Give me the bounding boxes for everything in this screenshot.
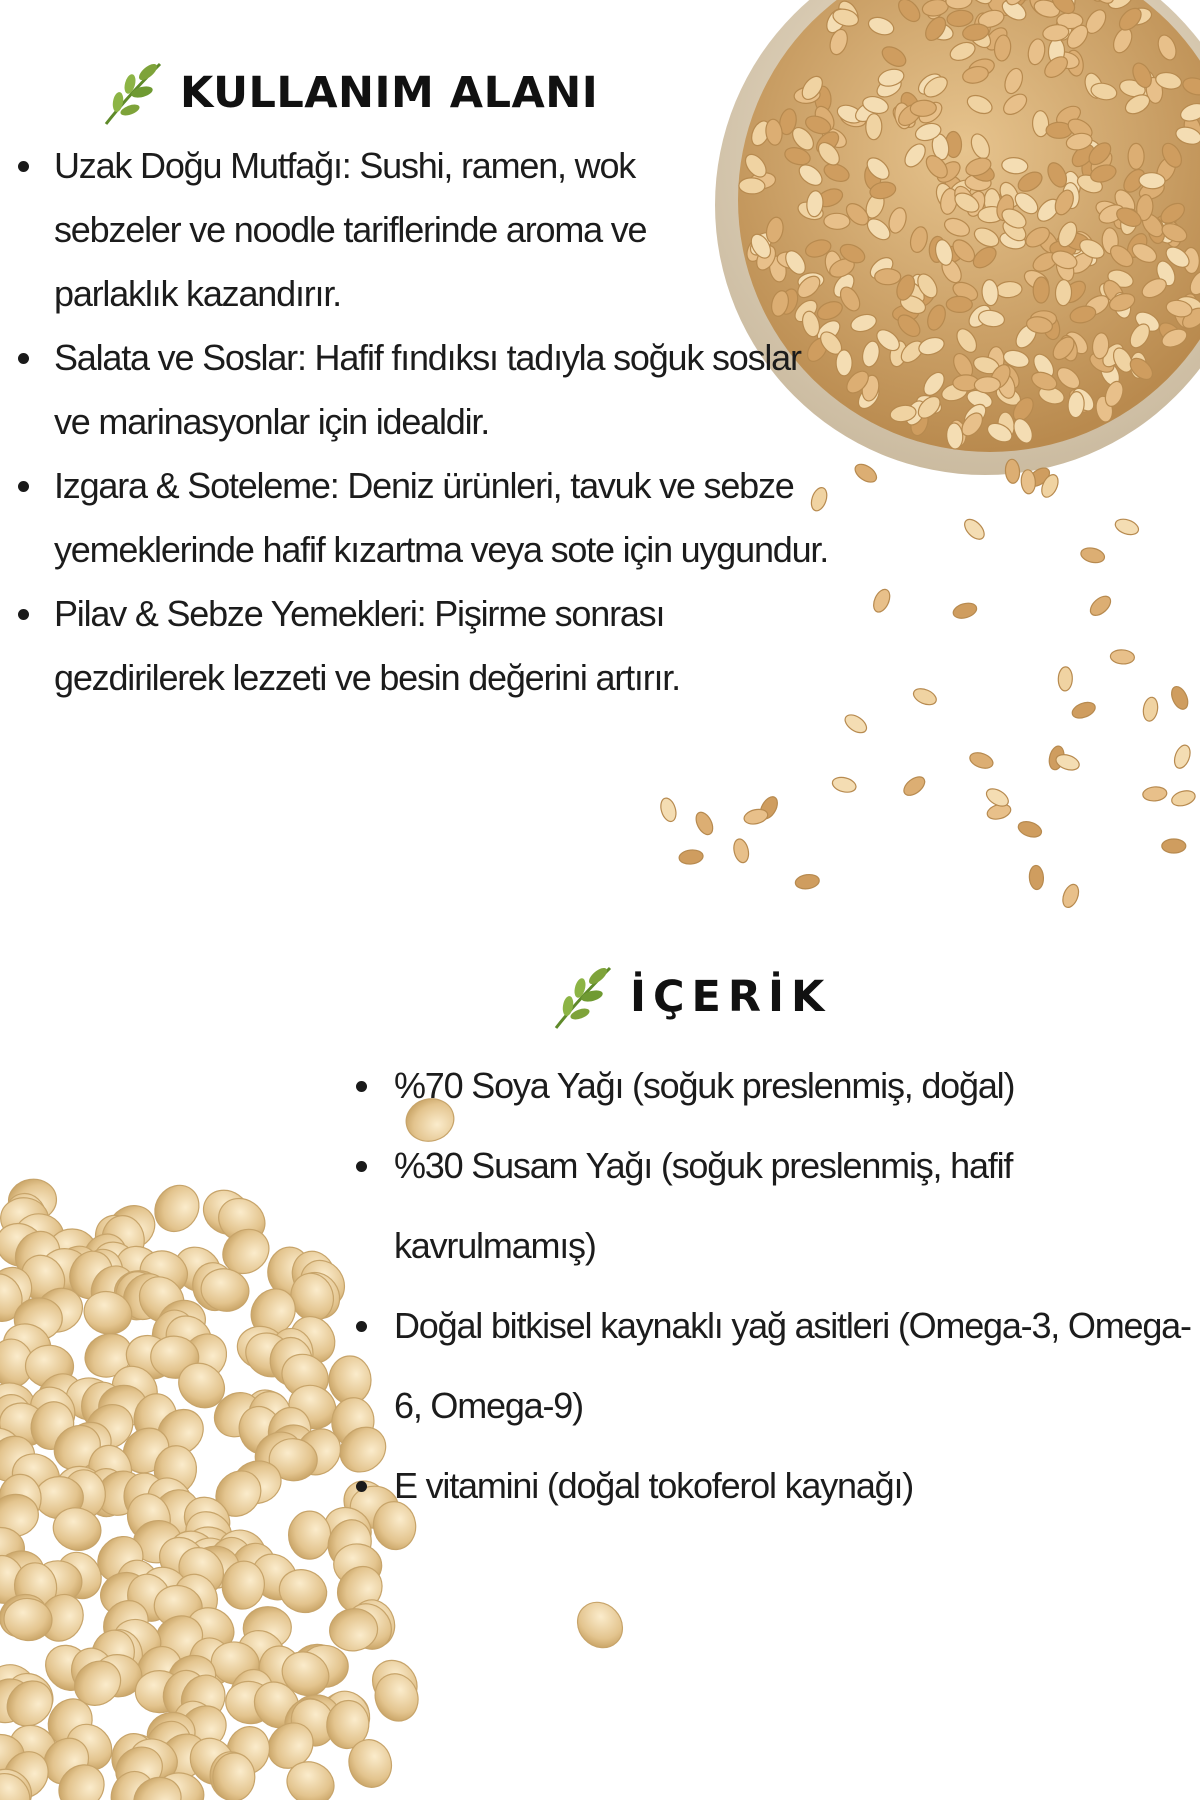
usage-section-title [100, 58, 598, 128]
seed-shape [794, 873, 820, 890]
list-item: Izgara & Soteleme: Deniz ürünleri, tavuk ve sebze yemeklerinde hafif kızartma veya sote için uygundur. [14, 454, 934, 582]
leaf-sprig-icon [100, 58, 166, 128]
seed-shape [1142, 786, 1167, 802]
seed-shape [568, 1593, 631, 1657]
list-item: Pilav & Sebze Yemekleri: Pişirme sonrası gezdirilerek lezzeti ve besin değerini artırır. [14, 582, 834, 710]
seed-shape [1162, 839, 1186, 853]
seed-shape [693, 810, 716, 838]
seed-shape [968, 750, 995, 771]
seed-shape [1110, 649, 1135, 665]
contents-section-title [550, 962, 831, 1032]
seed-shape [1055, 279, 1072, 306]
seed-shape [1070, 699, 1097, 721]
usage-title-text: KULLANIM ALANI [180, 68, 599, 118]
seed-shape [1113, 516, 1140, 537]
list-item: %30 Susam Yağı (soğuk preslenmiş, hafif kavrulmamış) [352, 1126, 1164, 1286]
seed-shape [842, 711, 870, 736]
seed-shape [678, 849, 703, 865]
seed-shape [974, 376, 1001, 393]
seed-shape [658, 796, 678, 823]
list-item: E vitamini (doğal tokoferol kaynağı) [352, 1446, 1192, 1526]
seed-shape [1029, 865, 1044, 890]
list-item: %70 Soya Yağı (soğuk preslenmiş, doğal) [352, 1046, 1192, 1126]
seed-shape [1033, 277, 1049, 303]
seed-shape [1142, 696, 1160, 722]
seed-shape [961, 516, 988, 543]
list-item: Salata ve Soslar: Hafif fındıksı tadıyla soğuk soslar ve marinasyonlar için idealdir. [14, 326, 814, 454]
seed-shape [289, 1511, 331, 1559]
seed-shape [1016, 819, 1043, 840]
contents-title-text: İÇERİK [630, 972, 832, 1022]
seed-shape [1079, 546, 1106, 565]
seed-shape [1172, 743, 1193, 770]
list-item: Doğal bitkisel kaynaklı yağ asitleri (Omega-3, Omega-6, Omega-9) [352, 1286, 1194, 1446]
seed-shape [1087, 593, 1114, 619]
seed-shape [1168, 684, 1191, 712]
seed-shape [911, 686, 939, 708]
seed-shape [1170, 788, 1197, 808]
seed-shape [1128, 143, 1144, 169]
seed-shape [946, 296, 972, 312]
leaf-sprig-icon [550, 962, 616, 1032]
seed-shape [901, 773, 929, 799]
seed-shape [831, 775, 858, 794]
usage-list [14, 134, 914, 710]
contents-list [352, 1046, 1192, 1526]
seed-shape [951, 601, 978, 621]
seed-shape [1060, 882, 1082, 909]
seed-shape [146, 1177, 208, 1240]
seed-shape [1058, 667, 1073, 691]
seed-shape [212, 1753, 255, 1800]
seed-shape [732, 838, 751, 865]
list-item: Uzak Doğu Mutfağı: Sushi, ramen, wok sebzeler ve noodle tariflerinde aroma ve parlaklık kazandırır. [14, 134, 684, 326]
